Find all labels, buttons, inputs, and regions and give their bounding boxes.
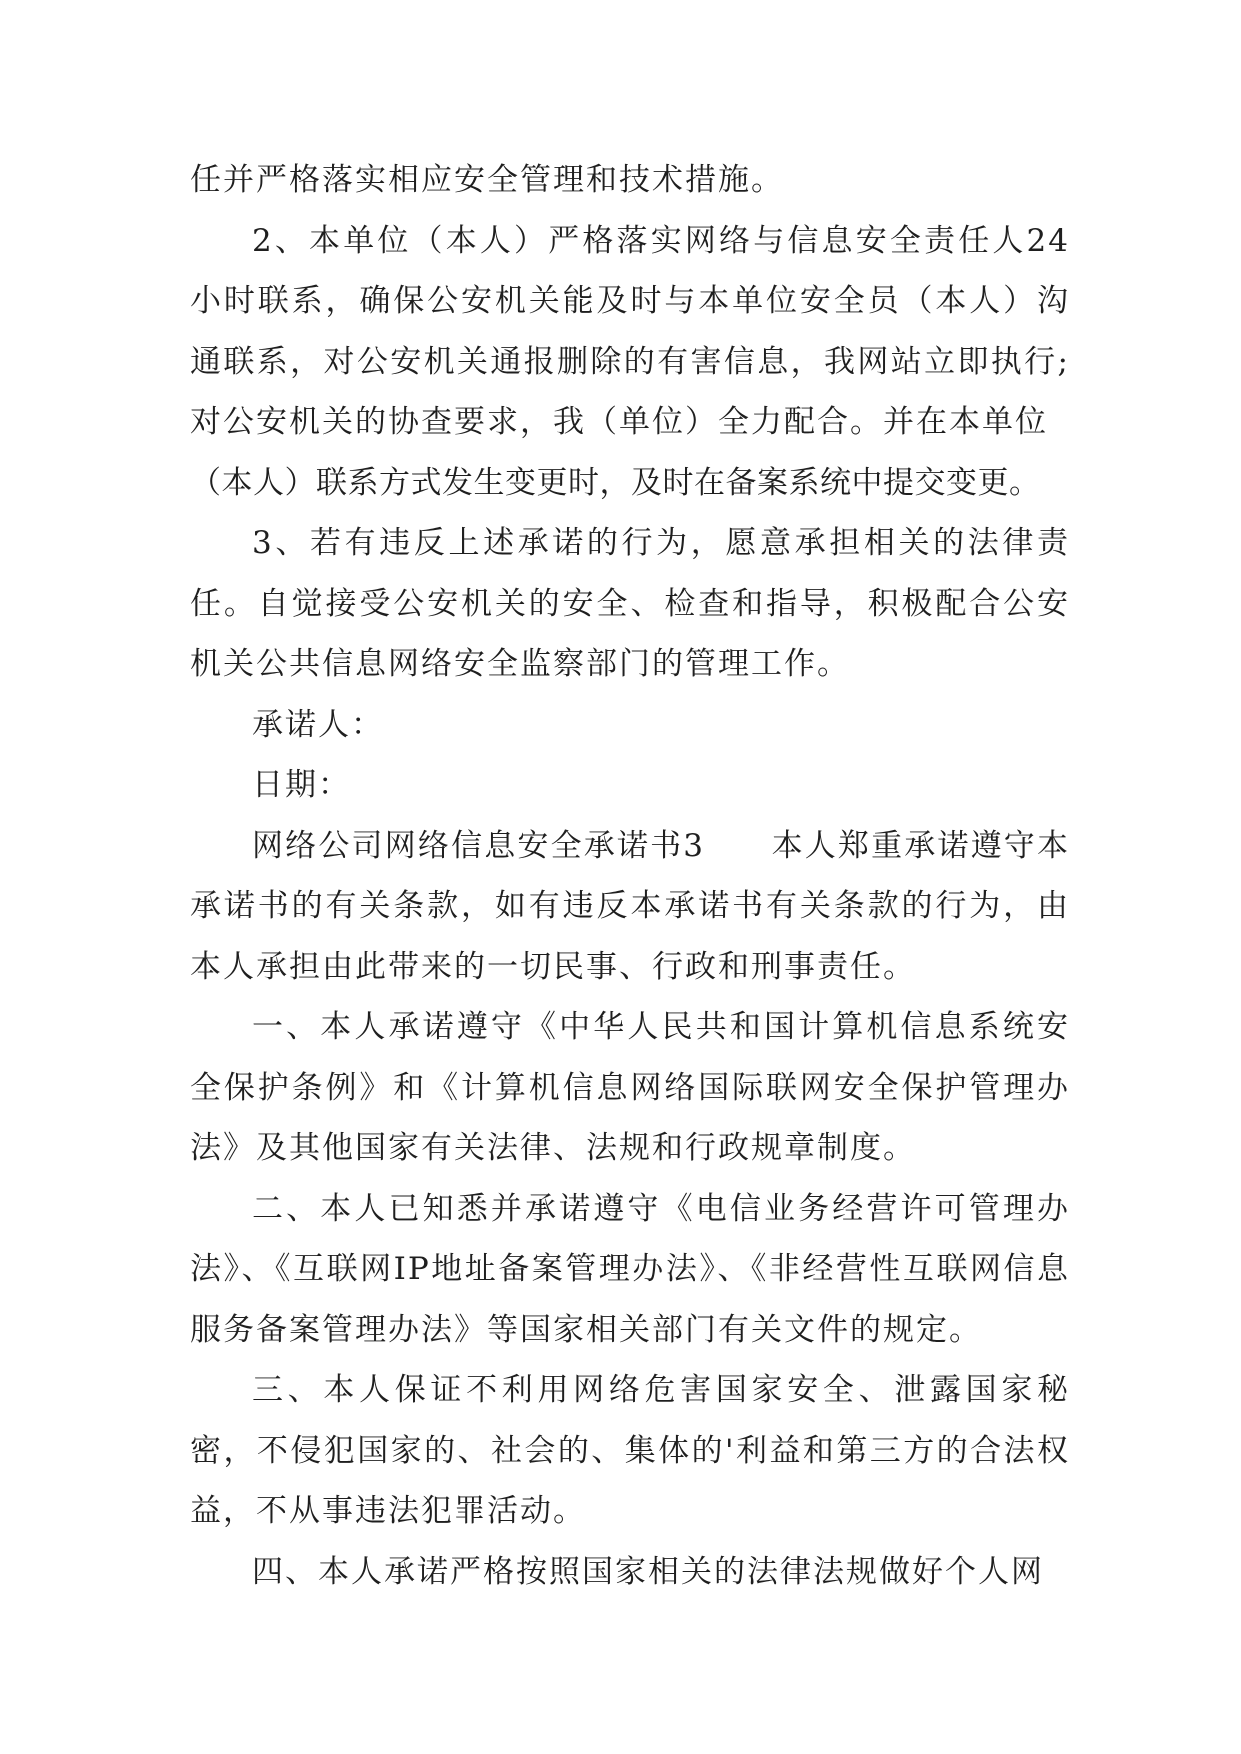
paragraph-commitment-3-intro: 网络公司网络信息安全承诺书3 本人郑重承诺遵守本承诺书的有关条款，如有违反本承诺书有关条款的行为，由本人承担由此带来的一切民事、行政和刑事责任。 — [190, 827, 1070, 985]
signatory-label: 承诺人： — [252, 706, 384, 743]
paragraph-clause-3: 三、本人保证不利用网络危害国家安全、泄露国家秘密，不侵犯国家的、社会的、集体的'利益和第三方的合法权益，不从事违法犯罪活动。 — [190, 1372, 1070, 1529]
paragraph-clause-1: 一、本人承诺遵守《中华人民共和国计算机信息系统安全保护条例》和《计算机信息网络国际联网安全保护管理办法》及其他国家有关法律、法规和行政规章制度。 — [190, 1009, 1070, 1166]
paragraph-continuation-measures: 任并严格落实相应安全管理和技术措施。 — [190, 162, 784, 198]
paragraph-2-contact: 2、本单位（本人）严格落实网络与信息安全责任人24小时联系，确保公安机关能及时与本单位安全员（本人）沟通联系，对公安机关通报删除的有害信息，我网站立即执行;对公安机关的协查要求，我（单位）全力配合。并在本单位 — [190, 222, 1070, 440]
paragraph-3-liability: 3、若有违反上述承诺的行为，愿意承担相关的法律责任。自觉接受公安机关的安全、检查和指导，积极配合公安机关公共信息网络安全监察部门的管理工作。 — [190, 525, 1070, 682]
document-body — [190, 150, 1070, 1602]
paragraph-2-contact-change: （本人）联系方式发生变更时，及时在备案系统中提交变更。 — [190, 464, 1041, 501]
paragraph-clause-2: 二、本人已知悉并承诺遵守《电信业务经营许可管理办法》、《互联网IP地址备案管理办法》、《非经营性互联网信息服务备案管理办法》等国家相关部门有关文件的规定。 — [190, 1190, 1070, 1348]
paragraph-clause-4: 四、本人承诺严格按照国家相关的法律法规做好个人网 — [252, 1553, 1044, 1590]
date-label: 日期： — [252, 767, 351, 803]
